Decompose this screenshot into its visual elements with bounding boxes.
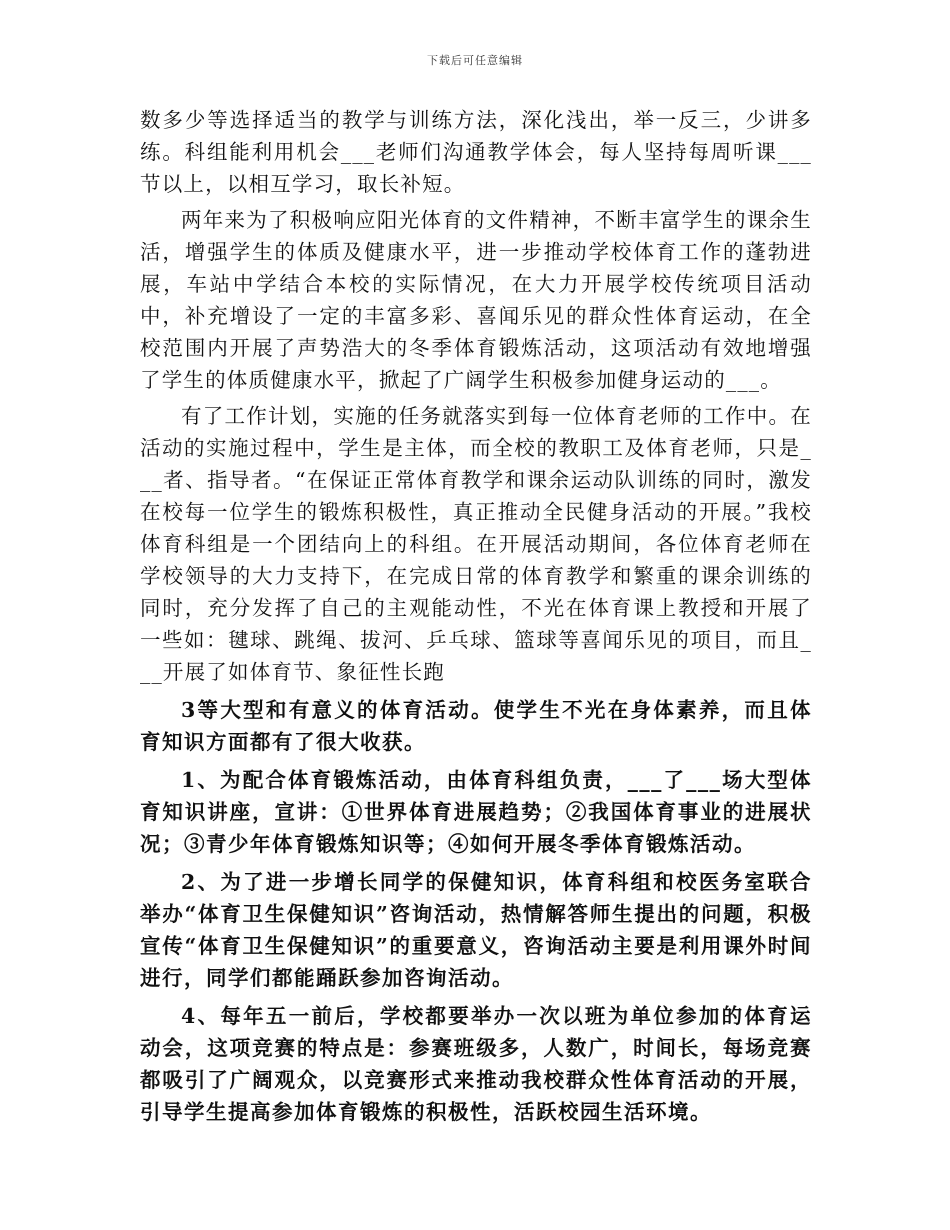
paragraph-item-1-lectures: 1、为配合体育锻炼活动，由体育科组负责，___了___场大型体育知识讲座，宣讲：①世界体育进展趋势；②我国体育事业的进展状况；③青少年体育锻炼知识等；④如何开展冬季体育锻炼活动。 (140, 768, 812, 856)
paragraph-large-activities: 3等大型和有意义的体育活动。使学生不光在身体素养，而且体育知识方面都有了很大收获。 (140, 698, 812, 754)
page-header: 下载后可任意编辑 (427, 54, 523, 67)
paragraph-work-plan: 有了工作计划，实施的任务就落实到每一位体育老师的工作中。在活动的实施过程中，学生是主体，而全校的教职工及体育老师，只是___者、指导者。“在保证正常体育教学和课余运动队训练的同时，激发在校每一位学生的锻炼积极性，真正推动全民健身活动的开展。”我校体育科组是一个团结向上的科组。在开展活动期间，各位体育老师在学校领导的大力支持下，在完成日常的体育教学和繁重的课余训练的同时，充分发挥了自己的主观能动性，不光在体育课上教授和开展了一些如：毽球、跳绳、拔河、乒乓球、篮球等喜闻乐见的项目，而且___开展了如体育节、象征性长跑 (140, 404, 812, 684)
paragraph-item-4-sports-meet: 4、每年五一前后，学校都要举办一次以班为单位参加的体育运动会，这项竞赛的特点是：参赛班级多，人数广，时间长，每场竞赛都吸引了广阔观众，以竞赛形式来推动我校群众性体育活动的开展，引导学生提高参加体育锻炼的积极性，活跃校园生活环境。 (140, 1004, 812, 1124)
paragraph-continuation: 数多少等选择适当的教学与训练方法，深化浅出，举一反三，少讲多练。科组能利用机会___老师们沟通教学体会，每人坚持每周听课___节以上，以相互学习，取长补短。 (140, 108, 812, 196)
document-body (140, 104, 812, 1128)
paragraph-item-2-health-consult: 2、为了进一步增长同学的保健知识，体育科组和校医务室联合举办“体育卫生保健知识”咨询活动，热情解答师生提出的问题，积极宣传“体育卫生保健知识”的重要意义，咨询活动主要是利用课外时间进行，同学们都能踊跃参加咨询活动。 (140, 870, 812, 990)
paragraph-sunshine-sports: 两年来为了积极响应阳光体育的文件精神，不断丰富学生的课余生活，增强学生的体质及健康水平，进一步推动学校体育工作的蓬勃进展，车站中学结合本校的实际情况，在大力开展学校传统项目活动中，补充增设了一定的丰富多彩、喜闻乐见的群众性体育运动，在全校范围内开展了声势浩大的冬季体育锻炼活动，这项活动有效地增强了学生的体质健康水平，掀起了广阔学生积极参加健身运动的___。 (140, 208, 812, 392)
